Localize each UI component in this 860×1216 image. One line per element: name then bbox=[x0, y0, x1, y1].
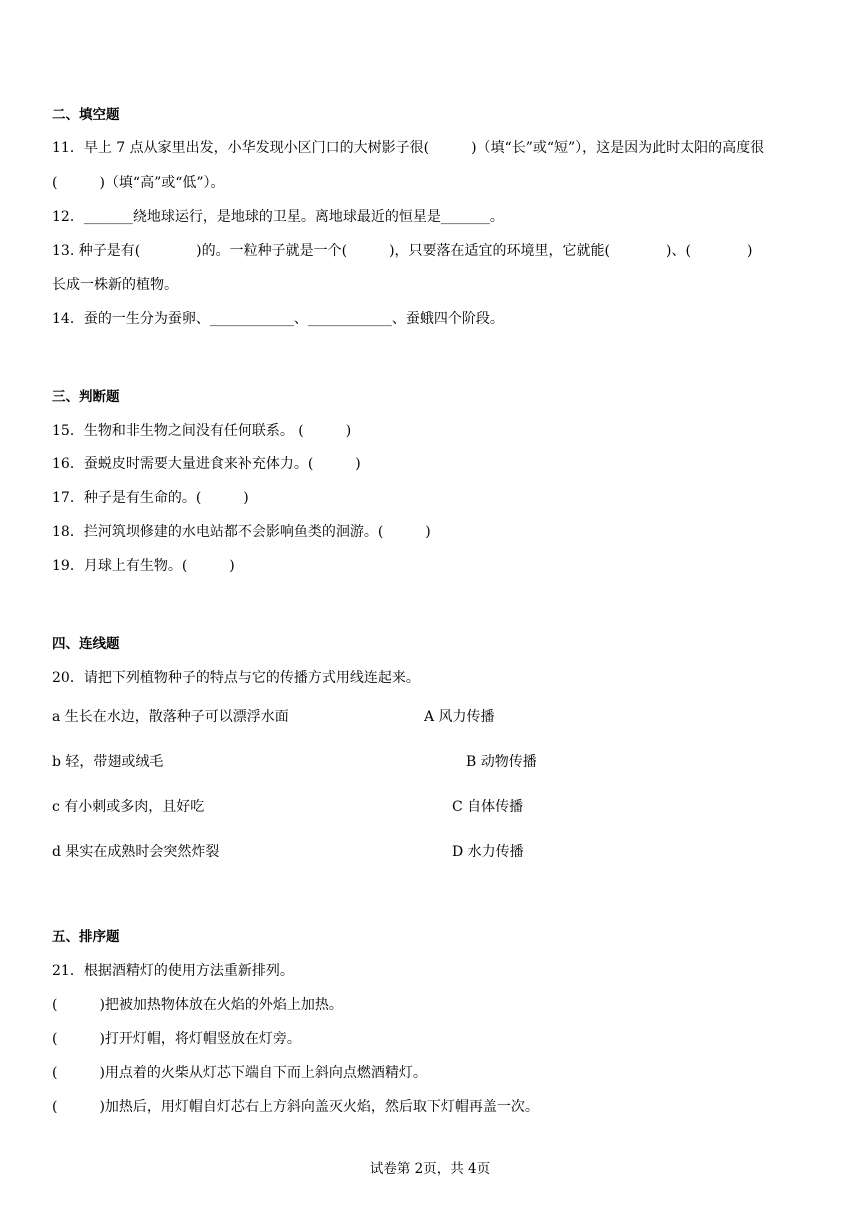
section-heading-ordering: 五、排序题 bbox=[52, 929, 120, 945]
question-11-line-1: 11．早上 7 点从家里出发，小华发现小区门口的大树影子很( )（填“长”或“短”），这是因为此时太阳的高度很 bbox=[52, 140, 765, 156]
matching-left-item-c: c 有小刺或多肉，且好吃 bbox=[52, 799, 205, 815]
question-16: 16．蚕蜕皮时需要大量进食来补充体力。( ) bbox=[52, 456, 361, 472]
question-14: 14．蚕的一生分为蚕卵、____________、____________、蚕蛾四个阶段。 bbox=[52, 311, 504, 327]
question-21: 21．根据酒精灯的使用方法重新排列。 bbox=[52, 963, 294, 979]
question-11-line-2: ( )（填“高”或“低”）。 bbox=[52, 175, 225, 191]
section-heading-judge: 三、判断题 bbox=[52, 389, 120, 405]
matching-right-item-c: C 自体传播 bbox=[452, 799, 524, 815]
ordering-step-2: ( )打开灯帽，将灯帽竖放在灯旁。 bbox=[52, 1031, 301, 1047]
section-heading-matching: 四、连线题 bbox=[52, 636, 120, 652]
question-17: 17．种子是有生命的。( ) bbox=[52, 490, 249, 506]
matching-right-item-a: A 风力传播 bbox=[424, 709, 495, 725]
section-heading-fill-blank: 二、填空题 bbox=[52, 107, 120, 123]
question-13-line-1: 13. 种子是有( )的。一粒种子就是一个( )，只要落在适宜的环境里，它就能( )、( ) bbox=[52, 243, 753, 259]
ordering-step-1: ( )把被加热物体放在火焰的外焰上加热。 bbox=[52, 997, 343, 1013]
question-15: 15．生物和非生物之间没有任何联系。 ( ) bbox=[52, 423, 352, 439]
question-18: 18．拦河筑坝修建的水电站都不会影响鱼类的洄游。( ) bbox=[52, 524, 431, 540]
question-12: 12．_______绕地球运行，是地球的卫星。离地球最近的恒星是_______。 bbox=[52, 209, 504, 225]
question-13-line-2: 长成一株新的植物。 bbox=[52, 277, 178, 293]
matching-left-item-b: b 轻，带翅或绒毛 bbox=[52, 754, 164, 770]
ordering-step-3: ( )用点着的火柴从灯芯下端自下而上斜向点燃酒精灯。 bbox=[52, 1065, 427, 1081]
matching-right-item-d: D 水力传播 bbox=[452, 844, 524, 860]
page-footer: 试卷第 2页，共 4页 bbox=[369, 1161, 491, 1177]
question-19: 19．月球上有生物。( ) bbox=[52, 558, 235, 574]
matching-left-item-a: a 生长在水边，散落种子可以漂浮水面 bbox=[52, 709, 289, 725]
matching-left-item-d: d 果实在成熟时会突然炸裂 bbox=[52, 844, 220, 860]
matching-right-item-b: B 动物传播 bbox=[466, 754, 537, 770]
question-20: 20．请把下列植物种子的特点与它的传播方式用线连起来。 bbox=[52, 670, 420, 686]
ordering-step-4: ( )加热后，用灯帽自灯芯右上方斜向盖灭火焰，然后取下灯帽再盖一次。 bbox=[52, 1099, 539, 1115]
